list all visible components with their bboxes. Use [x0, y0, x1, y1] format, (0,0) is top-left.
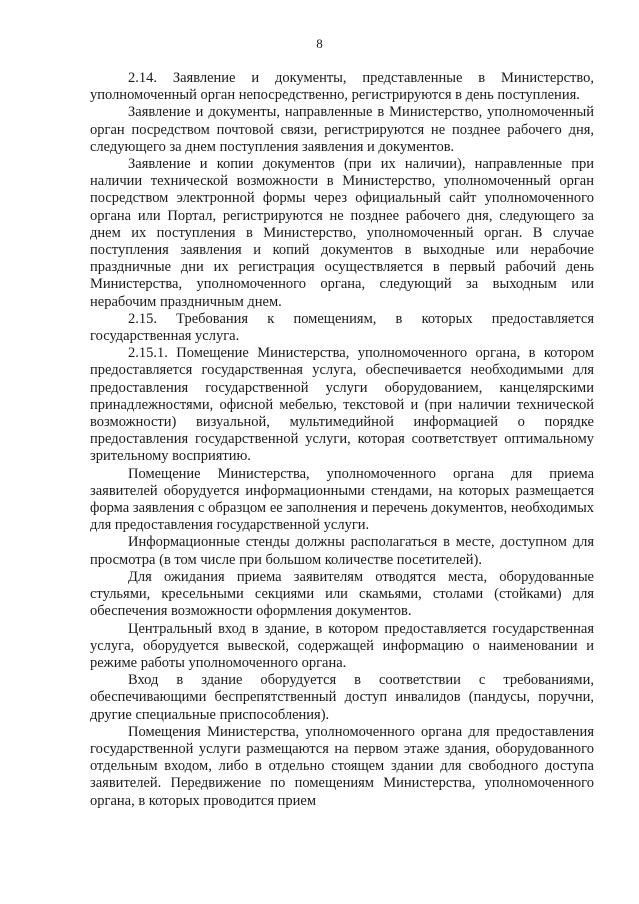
paragraph-waiting-places: Для ожидания приема заявителям отводятся места, оборудованные стульями, кресельными секциями или скамьями, столами (стойками) для обеспечения возможности оформления документов. [90, 568, 594, 620]
paragraph-2-15: 2.15. Требования к помещениям, в которых предоставляется государственная услуга. [90, 310, 594, 345]
page-number: 8 [316, 36, 323, 51]
paragraph-stands-location: Информационные стенды должны располагаться в месте, доступном для просмотра (в том числе при большом количестве посетителей). [90, 534, 594, 568]
paragraph-central-entrance: Центральный вход в здание, в котором предоставляется государственная услуга, оборудуется вывеской, содержащей информацию о наименовании и режиме работы уполномоченного органа. [90, 620, 594, 671]
document-body [90, 70, 594, 810]
paragraph-accessibility: Вход в здание оборудуется в соответствии с требованиями, обеспечивающими беспрепятственный доступ инвалидов (пандусы, поручни, другие специальные приспособления). [90, 672, 594, 723]
paragraph-premises-placement: Помещения Министерства, уполномоченного органа для предоставления государственной услуги размещаются на первом этаже здания, оборудованного отдельным входом, либо в отдельно стоящем здании для свободного доступа заявителей. Передвижение по помещениям Министерства, уполномоченного органа, в которых проводится прием [90, 723, 594, 809]
paragraph-2-14: 2.14. Заявление и документы, представленные в Министерство, уполномоченный орган непосредственно, регистрируются в день поступления. [90, 70, 594, 104]
paragraph-2-15-1: 2.15.1. Помещение Министерства, уполномоченного органа, в котором предоставляется государственная услуга, обеспечивается необходимыми для предоставления государственной услуги оборудованием, канцелярскими принадлежностями, офисной мебелью, текстовой и (при наличии технической возможности) визуальной, мультимедийной информацией о порядке предоставления государственной услуги, которая соответствует оптимальному зрительному восприятию. [90, 345, 594, 465]
paragraph-electronic-registration: Заявление и копии документов (при их наличии), направленные при наличии технической возможности в Министерство, уполномоченный орган посредством электронной формы через официальный сайт уполномоченного органа или Портал, регистрируются не позднее рабочего дня, следующего за днем их поступления в Министерство, уполномоченный орган. В случае поступления заявления и копий документов в выходные или нерабочие праздничные дни их регистрация осуществляется в первый рабочий день Министерства, уполномоченного органа, следующий за выходным или нерабочим праздничным днем. [90, 156, 594, 310]
paragraph-information-stands: Помещение Министерства, уполномоченного органа для приема заявителей оборудуется информационными стендами, на которых размещается форма заявления с образцом ее заполнения и перечень документов, необходимых для предоставления государственной услуги. [90, 465, 594, 534]
paragraph-postal-registration: Заявление и документы, направленные в Министерство, уполномоченный орган посредством почтовой связи, регистрируются не позднее рабочего дня, следующего за днем поступления заявления и документов. [90, 104, 594, 155]
